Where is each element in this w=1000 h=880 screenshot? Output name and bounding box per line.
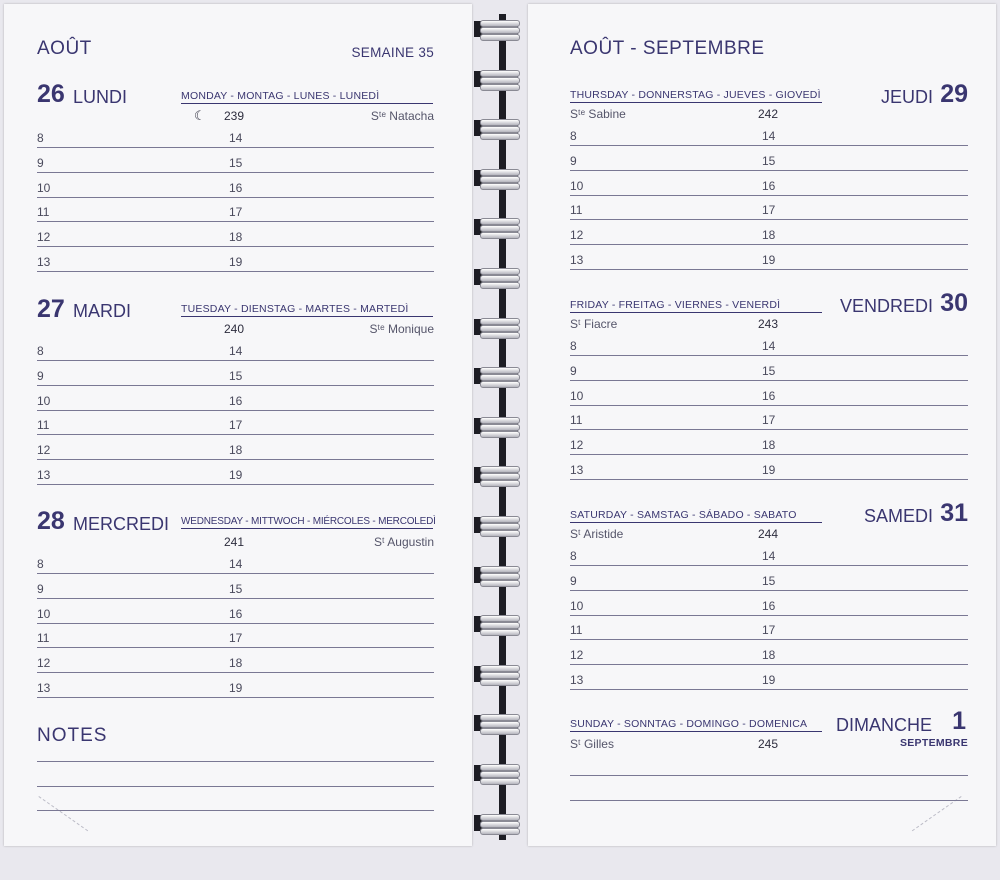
hour-label: 9 (37, 155, 44, 170)
day-number: 27 (37, 295, 65, 323)
saint-name: Sᵗ Aristide (570, 527, 624, 541)
hour-line (37, 197, 434, 198)
hour-label: 14 (229, 557, 243, 571)
day-number: 28 (37, 507, 65, 535)
hour-label: 14 (229, 131, 243, 145)
hour-line (570, 429, 968, 430)
hour-label: 13 (37, 255, 51, 269)
write-line[interactable] (570, 800, 968, 801)
hour-label: 19 (229, 468, 243, 482)
hour-line (570, 195, 968, 196)
day-of-year: 243 (758, 317, 779, 331)
hour-label: 15 (229, 155, 243, 170)
binding-ring (472, 611, 528, 637)
hour-label: 10 (570, 388, 584, 403)
hour-line (37, 647, 434, 648)
hour-label: 16 (229, 606, 243, 621)
hour-label: 8 (570, 549, 577, 563)
hour-line (570, 355, 968, 356)
hour-line (37, 385, 434, 386)
hour-label: 12 (570, 228, 584, 243)
saint-name: Sᵗ Augustin (373, 535, 434, 549)
hour-line (37, 697, 434, 698)
day-name-translations: THURSDAY - DONNERSTAG - JUEVES - GIOVEDÌ (570, 89, 821, 101)
hour-label: 19 (229, 681, 243, 695)
page-corner-fold (912, 796, 996, 880)
day-number: 31 (940, 499, 968, 527)
hour-line (37, 221, 434, 222)
hour-label: 12 (570, 438, 584, 453)
hour-line (570, 664, 968, 665)
notes-line[interactable] (37, 786, 434, 787)
hour-label: 17 (762, 623, 776, 638)
hour-label: 14 (762, 549, 776, 563)
notes-title: NOTES (37, 725, 108, 746)
hour-label: 16 (229, 393, 243, 408)
hour-label: 12 (37, 656, 51, 671)
hour-label: 11 (570, 203, 583, 218)
hour-line (570, 615, 968, 616)
hour-line (37, 434, 434, 435)
binding-ring (472, 214, 528, 240)
hour-label: 18 (229, 443, 243, 458)
hour-label: 19 (229, 255, 243, 269)
hour-label: 8 (570, 339, 577, 353)
hour-label: 10 (570, 598, 584, 613)
write-line[interactable] (570, 775, 968, 776)
hour-label: 9 (570, 153, 577, 168)
hour-line (37, 484, 434, 485)
hour-label: 16 (762, 388, 776, 403)
hour-label: 15 (229, 581, 243, 596)
day-of-year: 245 (758, 737, 779, 751)
hour-label: 18 (762, 438, 776, 453)
binding-ring (472, 165, 528, 191)
notes-line[interactable] (37, 761, 434, 762)
day-number: 26 (37, 80, 65, 108)
hour-label: 16 (762, 178, 776, 193)
hour-label: 11 (37, 418, 50, 433)
binding-ring (472, 710, 528, 736)
day-name: MERCREDI (73, 514, 170, 534)
hour-label: 13 (570, 463, 584, 477)
day-of-year: 240 (224, 322, 245, 336)
hour-line (37, 573, 434, 574)
hour-line (37, 410, 434, 411)
hour-line (570, 565, 968, 566)
hour-label: 15 (762, 153, 776, 168)
day-of-year: 242 (758, 107, 779, 121)
day-name-translations: WEDNESDAY - MITTWOCH - MIÉRCOLES - MERCOLEDÌ (181, 516, 436, 527)
day-name-translations: TUESDAY - DIENSTAG - MARTES - MARTEDÌ (181, 303, 433, 317)
hour-label: 9 (570, 573, 577, 588)
hour-label: 18 (762, 648, 776, 663)
hour-line (570, 479, 968, 480)
hour-line (37, 598, 434, 599)
hour-label: 12 (570, 648, 584, 663)
day-name: LUNDI (73, 87, 128, 107)
day-of-year: 241 (224, 535, 245, 549)
binding-ring (472, 16, 528, 42)
hour-label: 18 (229, 230, 243, 245)
day-name: JEUDI (880, 87, 933, 107)
notes-line[interactable] (37, 810, 434, 811)
hour-label: 8 (37, 131, 44, 145)
saint-name: Sᵗ Fiacre (570, 317, 618, 331)
hour-label: 17 (762, 203, 776, 218)
hour-label: 8 (570, 129, 577, 143)
hour-line (37, 672, 434, 673)
hour-label: 17 (229, 418, 243, 433)
hour-label: 19 (762, 463, 776, 477)
day-name-translations: FRIDAY - FREITAG - VIERNES - VENERDÌ (570, 299, 822, 313)
saint-name: Sᵗᵉ Sabine (570, 107, 626, 121)
hour-label: 10 (37, 180, 51, 195)
hour-line (570, 269, 968, 270)
hour-line (37, 271, 434, 272)
binding-ring (472, 562, 528, 588)
hour-label: 17 (229, 205, 243, 220)
right-month-title: AOÛT - SEPTEMBRE (570, 38, 765, 59)
spiral-binding (472, 0, 528, 850)
hour-label: 13 (570, 253, 584, 267)
hour-label: 10 (37, 393, 51, 408)
hour-label: 12 (37, 230, 51, 245)
day-name: MARDI (73, 301, 131, 321)
hour-line (570, 639, 968, 640)
binding-ring (472, 264, 528, 290)
binding-ring (472, 512, 528, 538)
day-name-translations: SATURDAY - SAMSTAG - SÁBADO - SABATO (570, 509, 822, 523)
hour-label: 18 (762, 228, 776, 243)
hour-label: 18 (229, 656, 243, 671)
saint-name: Sᵗᵉ Monique (369, 322, 434, 336)
hour-label: 19 (762, 673, 776, 687)
hour-label: 11 (37, 631, 50, 646)
binding-ring (472, 363, 528, 389)
hour-line (37, 172, 434, 173)
binding-ring (472, 413, 528, 439)
hour-label: 17 (762, 413, 776, 428)
day-number: 29 (940, 80, 968, 108)
hour-label: 10 (570, 178, 584, 193)
hour-line (37, 360, 434, 361)
moon-phase-icon: ☾ (194, 108, 206, 123)
binding-ring (472, 760, 528, 786)
day-name: DIMANCHE (835, 715, 932, 735)
hour-line (37, 623, 434, 624)
saint-name: Sᵗᵉ Natacha (370, 109, 434, 123)
hour-label: 16 (229, 180, 243, 195)
hour-label: 11 (37, 205, 50, 220)
hour-label: 13 (570, 673, 584, 687)
page-corner-fold (4, 796, 88, 880)
hour-line (570, 454, 968, 455)
hour-label: 14 (762, 129, 776, 143)
hour-line (37, 147, 434, 148)
hour-label: 15 (762, 363, 776, 378)
hour-line (570, 219, 968, 220)
hour-label: 17 (229, 631, 243, 646)
hour-line (570, 405, 968, 406)
hour-label: 13 (37, 468, 51, 482)
hour-label: 14 (229, 344, 243, 358)
left-month-title: AOÛT (37, 38, 92, 59)
hour-label: 8 (37, 557, 44, 571)
day-of-year: 239 (224, 109, 245, 123)
hour-label: 13 (37, 681, 51, 695)
hour-label: 12 (37, 443, 51, 458)
hour-line (570, 170, 968, 171)
hour-label: 8 (37, 344, 44, 358)
hour-label: 16 (762, 598, 776, 613)
left-page (4, 4, 472, 846)
hour-label: 9 (37, 581, 44, 596)
day-of-year: 244 (758, 527, 779, 541)
hour-line (37, 459, 434, 460)
month-label: SEPTEMBRE (899, 737, 968, 749)
day-name-translations: SUNDAY - SONNTAG - DOMINGO - DOMENICA (570, 718, 822, 732)
day-number: 1 (952, 707, 966, 735)
hour-line (570, 244, 968, 245)
hour-label: 14 (762, 339, 776, 353)
day-number: 30 (940, 289, 968, 317)
day-name: VENDREDI (839, 296, 933, 316)
hour-line (37, 246, 434, 247)
hour-line (570, 145, 968, 146)
binding-ring (472, 661, 528, 687)
binding-ring (472, 462, 528, 488)
hour-label: 9 (37, 368, 44, 383)
hour-line (570, 590, 968, 591)
hour-line (570, 689, 968, 690)
hour-label: 11 (570, 623, 583, 638)
saint-name: Sᵗ Gilles (570, 737, 614, 751)
day-name: SAMEDI (863, 506, 933, 526)
hour-label: 9 (570, 363, 577, 378)
binding-ring (472, 314, 528, 340)
binding-ring (472, 66, 528, 92)
hour-line (570, 380, 968, 381)
binding-ring (472, 115, 528, 141)
hour-label: 15 (762, 573, 776, 588)
day-name-translations: MONDAY - MONTAG - LUNES - LUNEDÌ (181, 90, 433, 104)
hour-label: 15 (229, 368, 243, 383)
hour-label: 10 (37, 606, 51, 621)
right-page (528, 4, 996, 846)
hour-label: 11 (570, 413, 583, 428)
week-number: SEMAINE 35 (351, 45, 434, 60)
hour-label: 19 (762, 253, 776, 267)
binding-ring (472, 810, 528, 836)
